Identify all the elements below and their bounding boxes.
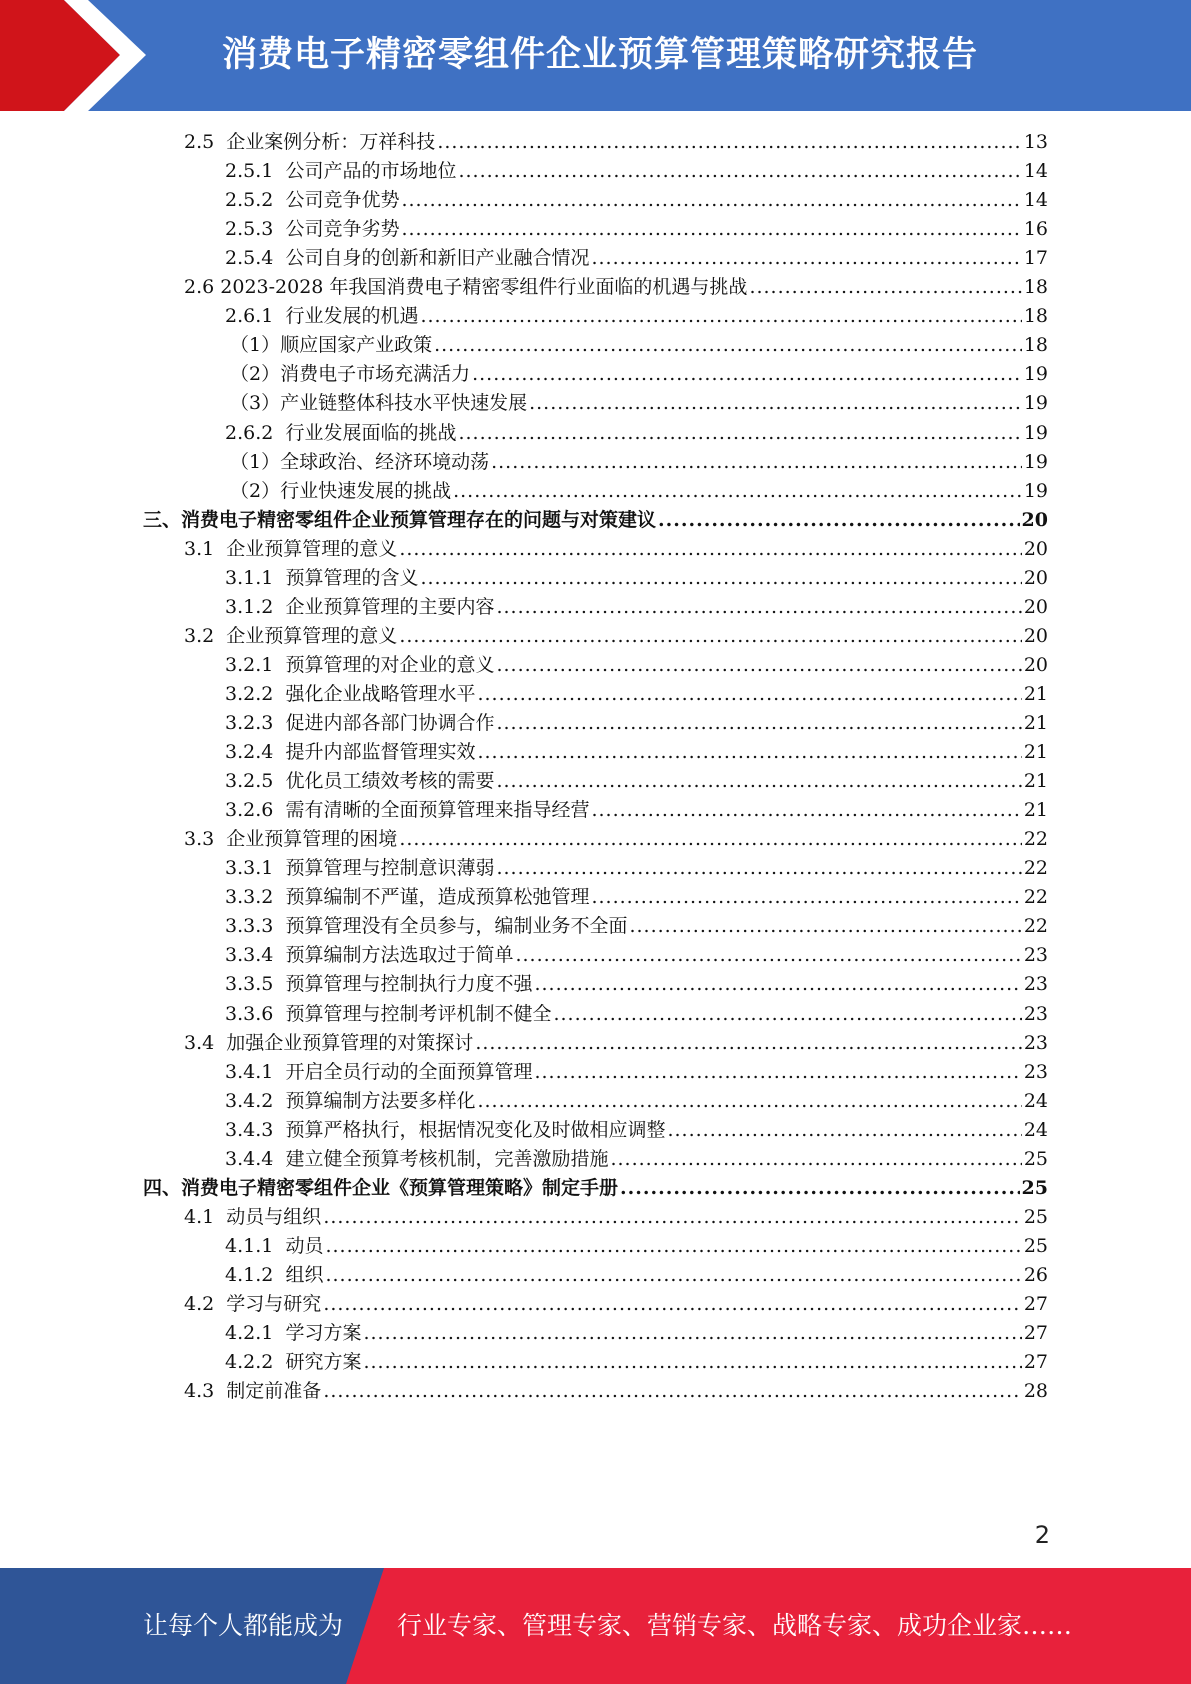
toc-entry-title: 强化企业战略管理水平 <box>285 683 476 705</box>
toc-dot-leader <box>591 882 1021 913</box>
toc-dot-leader <box>620 1173 1020 1204</box>
toc-entry[interactable] <box>225 882 1048 913</box>
toc-entry-title: 预算管理的含义 <box>285 567 419 589</box>
toc-dot-leader <box>477 679 1021 710</box>
toc-entry-title: 促进内部各部门协调合作 <box>285 712 495 734</box>
toc-entry-title: 2023-2028 年我国消费电子精密零组件行业面临的机遇与挑战 <box>220 276 748 298</box>
toc-entry[interactable] <box>225 999 1048 1030</box>
toc-entry[interactable] <box>225 853 1048 884</box>
toc-entry-number: 3.3 <box>184 828 227 850</box>
toc-entry-number: 2.5.4 <box>225 247 286 269</box>
toc-entry-number: 4.1.2 <box>225 1264 286 1286</box>
toc-entry-page: 21 <box>1023 683 1048 705</box>
toc-dot-leader <box>553 999 1021 1030</box>
toc-entry-page: 24 <box>1023 1119 1048 1141</box>
toc-entry[interactable] <box>184 272 1048 303</box>
toc-entry-title: 企业预算管理的困境 <box>226 828 398 850</box>
toc-entry[interactable] <box>184 534 1048 565</box>
toc-dot-leader <box>458 156 1021 187</box>
footer-slogan-right: 行业专家、管理专家、营销专家、战略专家、成功企业家…… <box>397 1611 1073 1640</box>
toc-entry-number: 3.2.3 <box>225 712 286 734</box>
toc-entry[interactable] <box>225 1347 1048 1378</box>
toc-entry-title: 行业发展的机遇 <box>285 305 419 327</box>
toc-entry-title: （1）顺应国家产业政策 <box>230 334 433 356</box>
toc-entry-page: 21 <box>1023 741 1048 763</box>
toc-entry[interactable] <box>225 592 1048 623</box>
toc-entry-title: （1）全球政治、经济环境动荡 <box>230 451 490 473</box>
toc-dot-leader <box>534 969 1021 1000</box>
toc-entry-number: 3.2.2 <box>225 683 286 705</box>
toc-entry-page: 24 <box>1023 1090 1048 1112</box>
toc-entry-title: 公司产品的市场地位 <box>285 160 457 182</box>
toc-entry[interactable] <box>225 1318 1048 1349</box>
toc-entry-page: 25 <box>1023 1148 1048 1170</box>
toc-dot-leader <box>399 534 1022 565</box>
toc-dot-leader <box>667 1115 1021 1146</box>
toc-dot-leader <box>453 476 1022 507</box>
toc-entry-title: 研究方案 <box>285 1351 362 1373</box>
toc-entry[interactable] <box>225 940 1048 971</box>
toc-entry-number: 3.4.3 <box>225 1119 286 1141</box>
toc-entry-number: 3.2.1 <box>225 654 286 676</box>
toc-entry-page: 20 <box>1023 596 1048 618</box>
toc-entry[interactable] <box>225 1144 1048 1175</box>
toc-entry-number: 3.2.5 <box>225 770 286 792</box>
toc-entry[interactable] <box>225 563 1048 594</box>
toc-entry-number: 4.2.2 <box>225 1351 286 1373</box>
toc-dot-leader <box>472 359 1022 390</box>
toc-entry[interactable] <box>225 185 1048 216</box>
toc-entry[interactable] <box>225 708 1048 739</box>
toc-entry-title: 学习与研究 <box>226 1293 322 1315</box>
toc-entry-page: 20 <box>1023 538 1048 560</box>
toc-entry-number: 4.2.1 <box>225 1322 286 1344</box>
toc-entry[interactable] <box>225 301 1048 332</box>
toc-dot-leader <box>458 418 1021 449</box>
footer-banner <box>0 1568 1191 1684</box>
toc-entry-page: 21 <box>1023 770 1048 792</box>
toc-entry-title: 预算编制方法要多样化 <box>285 1090 476 1112</box>
toc-entry-page: 20 <box>1023 625 1048 647</box>
toc-entry[interactable] <box>225 1260 1048 1291</box>
toc-entry-number: 3.4.4 <box>225 1148 286 1170</box>
toc-entry-page: 25 <box>1023 1206 1048 1228</box>
toc-entry-page: 19 <box>1023 392 1048 414</box>
toc-entry-number: 3.3.5 <box>225 973 286 995</box>
toc-entry-title: 公司竞争劣势 <box>285 218 400 240</box>
toc-entry-page: 22 <box>1023 828 1048 850</box>
toc-entry-title: 动员与组织 <box>226 1206 322 1228</box>
toc-dot-leader <box>591 795 1021 826</box>
toc-entry-title: （2）行业快速发展的挑战 <box>230 480 452 502</box>
toc-entry-page: 20 <box>1021 509 1048 531</box>
toc-dot-leader <box>363 1347 1021 1378</box>
toc-entry-number: 3.1.2 <box>225 596 286 618</box>
toc-entry-title: 预算管理与控制考评机制不健全 <box>285 1003 552 1025</box>
toc-dot-leader <box>591 243 1021 274</box>
toc-dot-leader <box>496 853 1021 884</box>
toc-entry[interactable] <box>225 679 1048 710</box>
toc-entry-number: 4.1.1 <box>225 1235 286 1257</box>
toc-dot-leader <box>323 1289 1022 1320</box>
toc-entry[interactable] <box>225 969 1048 1000</box>
toc-entry-title: 四、消费电子精密零组件企业《预算管理策略》制定手册 <box>143 1177 619 1199</box>
toc-entry-number: 2.6.2 <box>225 422 286 444</box>
toc-entry-title: 企业预算管理的意义 <box>226 625 398 647</box>
toc-dot-leader <box>491 447 1022 478</box>
toc-entry-title: 预算编制方法选取过于简单 <box>285 944 514 966</box>
toc-entry[interactable] <box>230 447 1048 478</box>
toc-entry-title: 预算管理与控制执行力度不强 <box>285 973 533 995</box>
toc-dot-leader <box>363 1318 1021 1349</box>
toc-entry-title: 预算编制不严谨，造成预算松弛管理 <box>285 886 590 908</box>
toc-entry-page: 19 <box>1023 451 1048 473</box>
toc-dot-leader <box>749 272 1021 303</box>
toc-dot-leader <box>437 127 1022 158</box>
toc-entry-number: 2.6 <box>184 276 221 298</box>
toc-dot-leader <box>496 650 1021 681</box>
toc-entry-page: 22 <box>1023 886 1048 908</box>
toc-entry[interactable] <box>184 824 1048 855</box>
toc-entry-number: 3.1.1 <box>225 567 286 589</box>
toc-entry-title: 提升内部监督管理实效 <box>285 741 476 763</box>
toc-chapter-entry[interactable] <box>143 505 1048 536</box>
toc-entry-number: 2.5.3 <box>225 218 286 240</box>
toc-entry[interactable] <box>184 1028 1048 1059</box>
toc-entry-page: 19 <box>1023 422 1048 444</box>
toc-entry-page: 14 <box>1023 189 1048 211</box>
toc-entry-title: （2）消费电子市场充满活力 <box>230 363 471 385</box>
toc-entry-page: 19 <box>1023 363 1048 385</box>
toc-entry-page: 18 <box>1023 305 1048 327</box>
toc-entry-number: 3.3.1 <box>225 857 286 879</box>
toc-entry-page: 14 <box>1023 160 1048 182</box>
toc-entry-page: 17 <box>1023 247 1048 269</box>
header-banner <box>0 0 1191 111</box>
toc-dot-leader <box>434 330 1022 361</box>
toc-entry-page: 20 <box>1023 654 1048 676</box>
toc-dot-leader <box>399 621 1022 652</box>
toc-entry-page: 21 <box>1023 799 1048 821</box>
toc-entry-title: 预算管理的对企业的意义 <box>285 654 495 676</box>
toc-dot-leader <box>401 214 1021 245</box>
toc-dot-leader <box>496 766 1021 797</box>
toc-entry-number: 3.4 <box>184 1032 227 1054</box>
toc-entry-number: 3.4.2 <box>225 1090 286 1112</box>
toc-entry[interactable] <box>184 1289 1048 1320</box>
toc-entry-title: 需有清晰的全面预算管理来指导经营 <box>285 799 590 821</box>
toc-entry-number: 4.3 <box>184 1380 227 1402</box>
toc-entry-page: 23 <box>1023 1003 1048 1025</box>
toc-dot-leader <box>325 1231 1021 1262</box>
toc-entry[interactable] <box>225 911 1048 942</box>
toc-entry[interactable] <box>184 1202 1048 1233</box>
toc-entry-page: 27 <box>1023 1322 1048 1344</box>
toc-entry-page: 23 <box>1023 973 1048 995</box>
toc-entry[interactable] <box>225 214 1048 245</box>
toc-entry-title: 建立健全预算考核机制，完善激励措施 <box>285 1148 609 1170</box>
toc-dot-leader <box>475 1028 1022 1059</box>
toc-entry-number: 3.2.4 <box>225 741 286 763</box>
toc-entry[interactable] <box>184 127 1048 158</box>
toc-entry-title: 企业预算管理的意义 <box>226 538 398 560</box>
toc-dot-leader <box>420 563 1021 594</box>
toc-dot-leader <box>477 737 1021 768</box>
toc-entry-number: 3.2.6 <box>225 799 286 821</box>
toc-entry-title: 企业预算管理的主要内容 <box>285 596 495 618</box>
toc-entry-page: 13 <box>1023 131 1048 153</box>
toc-dot-leader <box>323 1202 1022 1233</box>
toc-entry-page: 25 <box>1023 1235 1048 1257</box>
toc-entry-number: 2.5.2 <box>225 189 286 211</box>
toc-entry-title: 开启全员行动的全面预算管理 <box>285 1061 533 1083</box>
toc-entry-title: 预算管理没有全员参与，编制业务不全面 <box>285 915 628 937</box>
toc-entry-number: 2.6.1 <box>225 305 286 327</box>
toc-entry-number: 3.3.6 <box>225 1003 286 1025</box>
toc-entry-title: 三、消费电子精密零组件企业预算管理存在的问题与对策建议 <box>143 509 657 531</box>
toc-entry-page: 16 <box>1023 218 1048 240</box>
toc-dot-leader <box>496 592 1021 623</box>
toc-entry-page: 22 <box>1023 915 1048 937</box>
toc-dot-leader <box>629 911 1021 942</box>
toc-entry-number: 4.2 <box>184 1293 227 1315</box>
toc-entry[interactable] <box>225 737 1048 768</box>
toc-entry-page: 18 <box>1023 334 1048 356</box>
footer-slogan-left: 让每个人都能成为 <box>143 1611 344 1640</box>
toc-entry-page: 27 <box>1023 1293 1048 1315</box>
toc-entry-title: 企业案例分析：万祥科技 <box>226 131 436 153</box>
toc-entry[interactable] <box>184 1376 1048 1407</box>
toc-entry[interactable] <box>184 621 1048 652</box>
toc-entry-title: 预算严格执行，根据情况变化及时做相应调整 <box>285 1119 666 1141</box>
toc-dot-leader <box>658 505 1020 536</box>
toc-dot-leader <box>534 1057 1021 1088</box>
toc-entry[interactable] <box>225 1115 1048 1146</box>
toc-entry-title: 预算管理与控制意识薄弱 <box>285 857 495 879</box>
toc-entry-page: 18 <box>1023 276 1048 298</box>
document-title: 消费电子精密零组件企业预算管理策略研究报告 <box>222 35 979 75</box>
toc-entry[interactable] <box>225 418 1048 449</box>
toc-entry[interactable] <box>225 156 1048 187</box>
toc-entry[interactable] <box>225 243 1048 274</box>
toc-entry[interactable] <box>225 766 1048 797</box>
toc-entry-number: 3.3.2 <box>225 886 286 908</box>
toc-entry-number: 4.1 <box>184 1206 227 1228</box>
toc-dot-leader <box>420 301 1021 332</box>
toc-dot-leader <box>323 1376 1022 1407</box>
toc-entry-title: 加强企业预算管理的对策探讨 <box>226 1032 474 1054</box>
toc-entry-number: 3.3.4 <box>225 944 286 966</box>
toc-entry-page: 28 <box>1023 1380 1048 1402</box>
toc-entry[interactable] <box>230 330 1048 361</box>
toc-entry-number: 3.1 <box>184 538 227 560</box>
toc-entry-number: 3.2 <box>184 625 227 647</box>
toc-entry-page: 21 <box>1023 712 1048 734</box>
toc-entry-page: 23 <box>1023 1061 1048 1083</box>
toc-entry[interactable] <box>230 476 1048 507</box>
toc-entry-number: 2.5.1 <box>225 160 286 182</box>
toc-entry-page: 19 <box>1023 480 1048 502</box>
toc-entry-title: 动员 <box>285 1235 324 1257</box>
toc-dot-leader <box>325 1260 1021 1291</box>
toc-entry[interactable] <box>225 1231 1048 1262</box>
toc-entry-title: 公司自身的创新和新旧产业融合情况 <box>285 247 590 269</box>
toc-chapter-entry[interactable] <box>143 1173 1048 1204</box>
toc-dot-leader <box>496 708 1021 739</box>
toc-entry-page: 23 <box>1023 1032 1048 1054</box>
toc-entry-title: 优化员工绩效考核的需要 <box>285 770 495 792</box>
toc-entry[interactable] <box>225 650 1048 681</box>
toc-entry-title: 组织 <box>285 1264 324 1286</box>
toc-entry-page: 22 <box>1023 857 1048 879</box>
toc-entry[interactable] <box>225 795 1048 826</box>
toc-entry-page: 20 <box>1023 567 1048 589</box>
toc-dot-leader <box>399 824 1022 855</box>
toc-entry-title: 制定前准备 <box>226 1380 322 1402</box>
toc-entry-number: 2.5 <box>184 131 227 153</box>
toc-dot-leader <box>477 1086 1021 1117</box>
toc-entry-title: 行业发展面临的挑战 <box>285 422 457 444</box>
page-number: 2 <box>1034 1521 1050 1549</box>
toc-entry[interactable] <box>230 359 1048 390</box>
toc-dot-leader <box>515 940 1021 971</box>
toc-entry-title: 公司竞争优势 <box>285 189 400 211</box>
toc-entry-number: 3.3.3 <box>225 915 286 937</box>
toc-entry-page: 26 <box>1023 1264 1048 1286</box>
toc-dot-leader <box>401 185 1021 216</box>
toc-entry-page: 23 <box>1023 944 1048 966</box>
toc-dot-leader <box>529 388 1022 419</box>
toc-entry[interactable] <box>230 388 1048 419</box>
toc-entry-number: 3.4.1 <box>225 1061 286 1083</box>
toc-entry-title: （3）产业链整体科技水平快速发展 <box>230 392 528 414</box>
toc-dot-leader <box>610 1144 1021 1175</box>
toc-entry-title: 学习方案 <box>285 1322 362 1344</box>
toc-entry[interactable] <box>225 1086 1048 1117</box>
toc-entry[interactable] <box>225 1057 1048 1088</box>
toc-entry-page: 27 <box>1023 1351 1048 1373</box>
toc-entry-page: 25 <box>1021 1177 1048 1199</box>
